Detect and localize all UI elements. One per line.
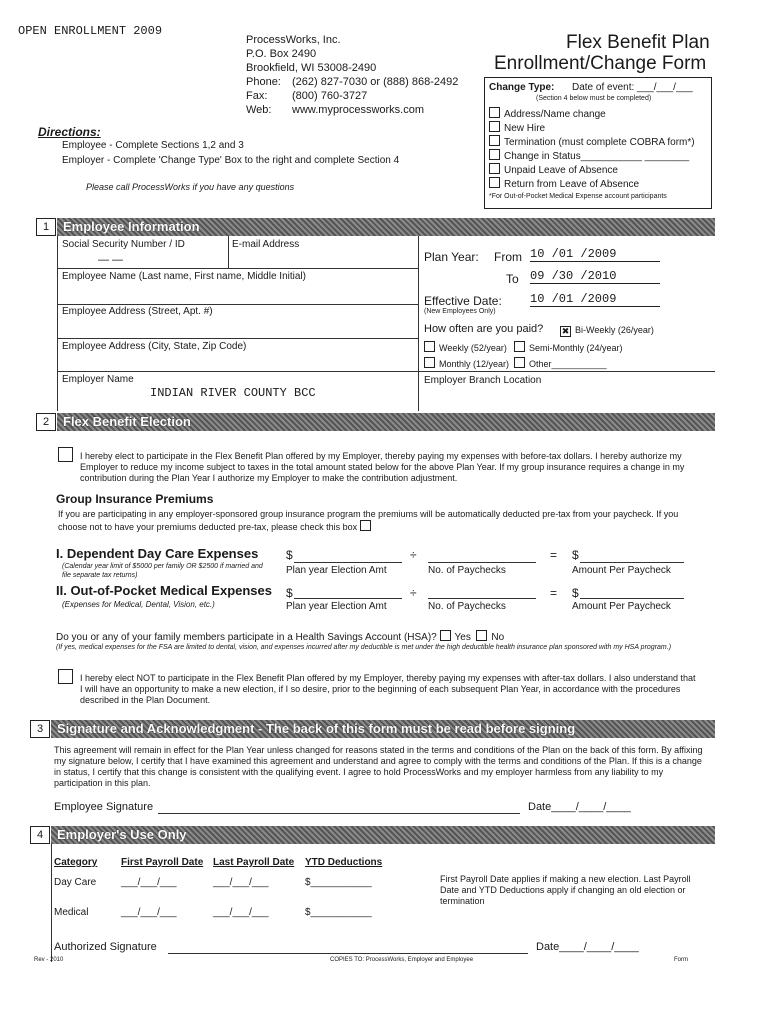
section-2-title: Flex Benefit Election	[63, 414, 191, 429]
dep-paycheck-field[interactable]	[580, 562, 684, 563]
col-category: Category	[54, 857, 98, 868]
hsa-yes-checkbox[interactable]	[440, 630, 451, 641]
change-type-label: Change Type:	[489, 82, 555, 93]
plan-year-from-label: From	[494, 250, 522, 264]
med-eq: =	[550, 586, 558, 600]
dep-election-label: Plan year Election Amt	[286, 565, 387, 576]
section-3-number: 3	[30, 720, 50, 738]
employee-signature-field[interactable]	[158, 813, 520, 814]
company-city: Brookfield, WI 53008-2490	[246, 62, 377, 74]
med-paycheck-field[interactable]	[580, 598, 684, 599]
footer-form: Form	[674, 957, 688, 963]
row-medical-first[interactable]: ___/___/___	[121, 907, 177, 918]
checkbox-icon[interactable]	[424, 357, 435, 368]
checked-box-icon[interactable]: ✖	[561, 326, 570, 336]
phone-label: Phone:	[246, 76, 281, 88]
authorized-signature-field[interactable]	[168, 953, 528, 954]
med-div: ÷	[410, 586, 417, 600]
paid-option-other[interactable]: Other___________	[514, 357, 607, 369]
col-ytd: YTD Deductions	[305, 857, 383, 868]
plan-year-to-label: To	[506, 272, 519, 286]
med-paycheck-dollar: $	[572, 586, 579, 600]
col-last-payroll: Last Payroll Date	[213, 857, 295, 868]
directions-employee: Employee - Complete Sections 1,2 and 3	[62, 140, 244, 151]
fax-label: Fax:	[246, 90, 268, 102]
hsa-note: (If yes, medical expenses for the FSA are limited to dental, vision, and expenses incurred after my deductible is met under the high deductible health insurance plan sponsored with my HSA program.)	[56, 644, 672, 651]
hsa-no-checkbox[interactable]	[476, 630, 487, 641]
section-3-header	[51, 720, 715, 738]
row-daycare-first[interactable]: ___/___/___	[121, 877, 177, 888]
employer-name-value[interactable]: INDIAN RIVER COUNTY BCC	[150, 386, 316, 400]
effective-date-label: Effective Date:	[424, 294, 502, 308]
change-option-new-hire[interactable]: New Hire	[489, 121, 545, 134]
row-daycare-last[interactable]: ___/___/___	[213, 877, 269, 888]
address-city-label: Employee Address (City, State, Zip Code)	[62, 341, 247, 352]
pretax-optout-checkbox[interactable]	[360, 520, 371, 531]
employee-signature-date[interactable]: Date____/____/____	[528, 801, 631, 813]
section-1-header	[57, 218, 715, 236]
directions-employer: Employer - Complete 'Change Type' Box to the right and complete Section 4	[62, 155, 400, 166]
dep-paychecks-label: No. of Paychecks	[428, 565, 506, 576]
web-value[interactable]: www.myprocessworks.com	[292, 104, 425, 116]
group-insurance-text: If you are participating in any employer-sponsored group insurance program the premiums will be automatically deducted pre-tax from your paycheck. If you choose not to have your premiums deducted pre-tax, please check this box	[58, 509, 679, 532]
directions-heading: Directions:	[38, 125, 101, 139]
change-option-status[interactable]: Change in Status___________ ________	[489, 149, 689, 162]
section-3-text: This agreement will remain in effect for the Plan Year unless changed for reasons stated in the terms and conditions of the Plan on the back of this form. By affixing my signature below, I certify that I have examined this agreement and understand and agree to comply with the terms and conditions of the Plan. If this is a change in status, I certify that this change is consistent with the qualifying event. I agree to hold ProcessWorks and my employer harmless from any liability to my participation in this plan.	[54, 745, 703, 788]
ssn-email-divider	[228, 236, 229, 268]
col-first-payroll: First Payroll Date	[121, 857, 204, 868]
med-paychecks-label: No. of Paychecks	[428, 601, 506, 612]
address-street-label: Employee Address (Street, Apt. #)	[62, 306, 213, 317]
paid-option-weekly[interactable]: Weekly (52/year)	[424, 341, 507, 353]
section-1-title: Employee Information	[63, 219, 200, 234]
dep-per-paycheck-label: Amount Per Paycheck	[572, 565, 671, 576]
row-medical-ytd[interactable]: $___________	[305, 907, 372, 918]
paid-frequency-label: How often are you paid?	[424, 323, 544, 335]
divider	[57, 268, 418, 269]
section-1-middle-border	[418, 236, 419, 411]
employee-signature-label: Employee Signature	[54, 801, 154, 813]
paid-option-monthly[interactable]: Monthly (12/year)	[424, 357, 509, 369]
dep-election-dollar: $	[286, 548, 293, 562]
date-of-event-label: Date of event: ___/___/___	[572, 82, 693, 93]
section-4-left-border	[51, 844, 52, 962]
row-medical-category: Medical	[54, 907, 89, 918]
med-election-dollar: $	[286, 586, 293, 600]
row-daycare-ytd[interactable]: $___________	[305, 877, 372, 888]
checkbox-icon[interactable]	[489, 135, 500, 146]
section-1-number: 1	[36, 218, 56, 236]
employer-note: First Payroll Date applies if making a new election. Last Payroll Date and YTD Deductions apply if changing an old election or termination	[440, 874, 691, 906]
fax-value: (800) 760-3727	[292, 90, 368, 102]
directions-call: Please call ProcessWorks if you have any questions	[86, 182, 295, 192]
checkbox-icon[interactable]	[489, 107, 500, 118]
checkbox-icon[interactable]	[514, 357, 525, 368]
ssn-dashes[interactable]: — —	[98, 254, 124, 266]
med-per-paycheck-label: Amount Per Paycheck	[572, 601, 671, 612]
change-type-footnote: *For Out-of-Pocket Medical Expense account participants	[489, 193, 667, 200]
divider	[57, 338, 418, 339]
dep-div: ÷	[410, 548, 417, 562]
dep-paychecks-field[interactable]	[428, 562, 536, 563]
paid-option-biweekly[interactable]: ✖ Bi-Weekly (26/year)	[561, 325, 654, 336]
med-election-field[interactable]	[294, 598, 402, 599]
section-2-header	[57, 413, 715, 431]
web-label: Web:	[246, 104, 272, 116]
elect-not-participate-checkbox[interactable]	[58, 669, 73, 684]
divider	[418, 371, 715, 372]
company-pobox: P.O. Box 2490	[246, 48, 317, 60]
dep-paycheck-dollar: $	[572, 548, 579, 562]
ssn-label: Social Security Number / ID	[62, 239, 185, 250]
change-option-termination[interactable]: Termination (must complete COBRA form*)	[489, 135, 695, 148]
section-4-header	[51, 826, 715, 844]
employer-name-label: Employer Name	[62, 374, 134, 385]
change-option-return-leave[interactable]: Return from Leave of Absence	[489, 177, 639, 190]
authorized-signature-date[interactable]: Date____/____/____	[536, 941, 639, 953]
footer-copies: COPIES TO: ProcessWorks, Employer and Employee	[330, 957, 474, 963]
row-daycare-category: Day Care	[54, 877, 97, 888]
change-option-address[interactable]: Address/Name change	[489, 107, 606, 120]
dependent-care-title: I. Dependent Day Care Expenses	[56, 546, 259, 561]
checkbox-icon[interactable]	[489, 177, 500, 188]
checkbox-icon[interactable]	[489, 149, 500, 160]
plan-year-label: Plan Year:	[424, 250, 479, 264]
open-enrollment-stamp: OPEN ENROLLMENT 2009	[18, 24, 163, 38]
checkbox-icon[interactable]	[489, 163, 500, 174]
phone-value: (262) 827-7030 or (888) 868-2492	[292, 76, 459, 88]
dep-election-field[interactable]	[294, 562, 402, 563]
med-paychecks-field[interactable]	[428, 598, 536, 599]
medical-expenses-note: (Expenses for Medical, Dental, Vision, etc.)	[62, 600, 215, 609]
medical-expenses-title: II. Out-of-Pocket Medical Expenses	[56, 583, 272, 598]
paid-option-semimonthly[interactable]: Semi-Monthly (24/year)	[514, 341, 623, 353]
effective-date-value[interactable]: 10 /01 /2009	[530, 292, 660, 307]
row-medical-last[interactable]: ___/___/___	[213, 907, 269, 918]
change-option-unpaid-leave[interactable]: Unpaid Leave of Absence	[489, 163, 618, 176]
elect-not-participate-text: I hereby elect NOT to participate in the Flex Benefit Plan offered by my Employer, thereby paying my expenses with after-tax dollars. I also understand that I will have an opportunity to make a new election, if I so desire, prior to the beginning of each subsequent Plan Year, in accordance with the procedures described in the Plan Document.	[80, 673, 696, 705]
section-4-title: Employer's Use Only	[57, 827, 187, 842]
authorized-signature-label: Authorized Signature	[54, 941, 157, 953]
form-title-line2: Enrollment/Change Form	[494, 53, 707, 74]
checkbox-icon[interactable]	[489, 121, 500, 132]
section-3-title: Signature and Acknowledgment - The back of this form must be read before signing	[57, 721, 576, 736]
divider	[57, 371, 418, 372]
footer-rev: Rev - 2010	[34, 957, 64, 963]
hsa-question: Do you or any of your family members participate in a Health Savings Account (HSA)? Yes No	[56, 632, 505, 643]
dep-eq: =	[550, 548, 558, 562]
company-name: ProcessWorks, Inc.	[246, 34, 341, 46]
section-1-left-border	[57, 236, 58, 411]
plan-year-to-value[interactable]: 09 /30 /2010	[530, 269, 660, 284]
checkbox-icon[interactable]	[514, 341, 525, 352]
section-4-number: 4	[30, 826, 50, 844]
branch-location-label: Employer Branch Location	[424, 375, 542, 386]
divider	[57, 304, 418, 305]
elect-participate-text: I hereby elect to participate in the Flex Benefit Plan offered by my Employer, thereby paying my expenses with before-tax dollars. I hereby authorize my Employer to reduce my income subject to taxes in the total amount stated below for the above Plan Year. If my group insurance requires a change in my contribution during the Plan Year I authorize my Employer to make the contribution adjustment.	[80, 451, 685, 483]
dependent-care-note: (Calendar year limit of $5000 per family OR $2500 if married and file separate tax returns)	[62, 563, 263, 579]
form-title-line1: Flex Benefit Plan	[566, 32, 710, 53]
employee-name-label: Employee Name (Last name, First name, Middle Initial)	[62, 271, 306, 282]
med-election-label: Plan year Election Amt	[286, 601, 387, 612]
group-insurance-heading: Group Insurance Premiums	[56, 492, 214, 506]
email-label: E-mail Address	[232, 239, 300, 250]
section-2-number: 2	[36, 413, 56, 431]
change-type-note: (Section 4 below must be completed)	[536, 95, 652, 102]
effective-date-note: (New Employees Only)	[424, 308, 496, 315]
elect-participate-checkbox[interactable]	[58, 447, 73, 462]
checkbox-icon[interactable]	[424, 341, 435, 352]
plan-year-from-value[interactable]: 10 /01 /2009	[530, 247, 660, 262]
